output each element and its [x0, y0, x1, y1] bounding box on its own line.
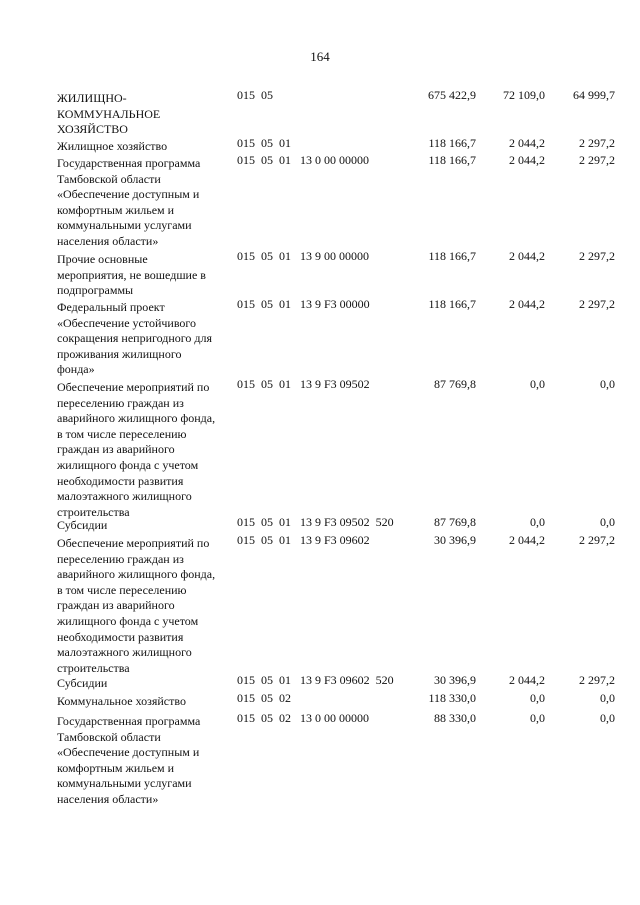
row-amount-2: 0,0 [530, 377, 545, 391]
row-amount-1: 88 330,0 [434, 711, 476, 725]
row-name: Обеспечение мероприятий по переселению граждан из аварийного жилищного фонда, в том числе переселению граждан из аварийного жилищного фонда с учетом необходимости развития малоэтажного жилищного строительства [57, 380, 216, 519]
row-amount-1: 30 396,9 [434, 673, 476, 687]
row-amount-1: 118 166,7 [428, 249, 476, 263]
row-name: Жилищное хозяйство [57, 139, 168, 153]
row-code: 015 05 01 13 9 00 00000 [237, 249, 369, 263]
row-code: 015 05 01 13 9 F3 09502 [237, 377, 370, 391]
row-amount-1: 118 166,7 [428, 297, 476, 311]
row-amount-1: 87 769,8 [434, 515, 476, 529]
page-number: 164 [310, 49, 330, 64]
row-amount-1: 118 330,0 [428, 691, 476, 705]
row-code: 015 05 02 13 0 00 00000 [237, 711, 369, 725]
row-amount-2: 2 044,2 [509, 153, 545, 167]
row-name: Обеспечение мероприятий по переселению граждан из аварийного жилищного фонда, в том числе переселению граждан из аварийного жилищного фонда с учетом необходимости развития малоэтажного жилищного строительства [57, 536, 216, 675]
row-amount-2: 2 044,2 [509, 297, 545, 311]
row-amount-2: 2 044,2 [509, 673, 545, 687]
row-amount-3: 2 297,2 [579, 153, 615, 167]
row-amount-1: 30 396,9 [434, 533, 476, 547]
row-name: ЖИЛИЩНО- КОММУНАЛЬНОЕ ХОЗЯЙСТВО [57, 91, 161, 136]
row-amount-2: 2 044,2 [509, 136, 545, 150]
row-code: 015 05 [237, 88, 273, 102]
row-amount-3: 0,0 [600, 691, 615, 705]
row-name: Государственная программа Тамбовской области «Обеспечение доступным и комфортным жильем и коммунальными услугами населения области» [57, 156, 201, 248]
row-amount-3: 2 297,2 [579, 297, 615, 311]
row-amount-2: 72 109,0 [503, 88, 545, 102]
row-amount-3: 64 999,7 [573, 88, 615, 102]
row-amount-2: 2 044,2 [509, 533, 545, 547]
row-name: Субсидии [57, 676, 108, 690]
row-amount-2: 0,0 [530, 515, 545, 529]
row-amount-2: 0,0 [530, 711, 545, 725]
row-code: 015 05 02 [237, 691, 291, 705]
row-code: 015 05 01 13 9 F3 09502 520 [237, 515, 394, 529]
row-amount-2: 0,0 [530, 691, 545, 705]
row-code: 015 05 01 13 9 F3 09602 520 [237, 673, 394, 687]
row-amount-3: 2 297,2 [579, 533, 615, 547]
row-amount-2: 2 044,2 [509, 249, 545, 263]
row-code: 015 05 01 [237, 136, 291, 150]
row-amount-3: 2 297,2 [579, 249, 615, 263]
row-amount-3: 2 297,2 [579, 673, 615, 687]
row-amount-1: 675 422,9 [428, 88, 476, 102]
row-amount-1: 118 166,7 [428, 136, 476, 150]
row-amount-1: 87 769,8 [434, 377, 476, 391]
row-name: Государственная программа Тамбовской области «Обеспечение доступным и комфортным жильем и коммунальными услугами населения области» [57, 714, 201, 806]
row-amount-3: 2 297,2 [579, 136, 615, 150]
row-code: 015 05 01 13 9 F3 00000 [237, 297, 370, 311]
row-amount-1: 118 166,7 [428, 153, 476, 167]
row-name: Федеральный проект «Обеспечение устойчивого сокращения непригодного для проживания жилищного фонда» [57, 300, 213, 377]
row-amount-3: 0,0 [600, 515, 615, 529]
row-amount-3: 0,0 [600, 377, 615, 391]
row-amount-3: 0,0 [600, 711, 615, 725]
row-code: 015 05 01 13 0 00 00000 [237, 153, 369, 167]
row-code: 015 05 01 13 9 F3 09602 [237, 533, 370, 547]
row-name: Субсидии [57, 518, 108, 532]
row-name: Прочие основные мероприятия, не вошедшие в подпрограммы [57, 252, 206, 298]
row-name: Коммунальное хозяйство [57, 694, 186, 708]
